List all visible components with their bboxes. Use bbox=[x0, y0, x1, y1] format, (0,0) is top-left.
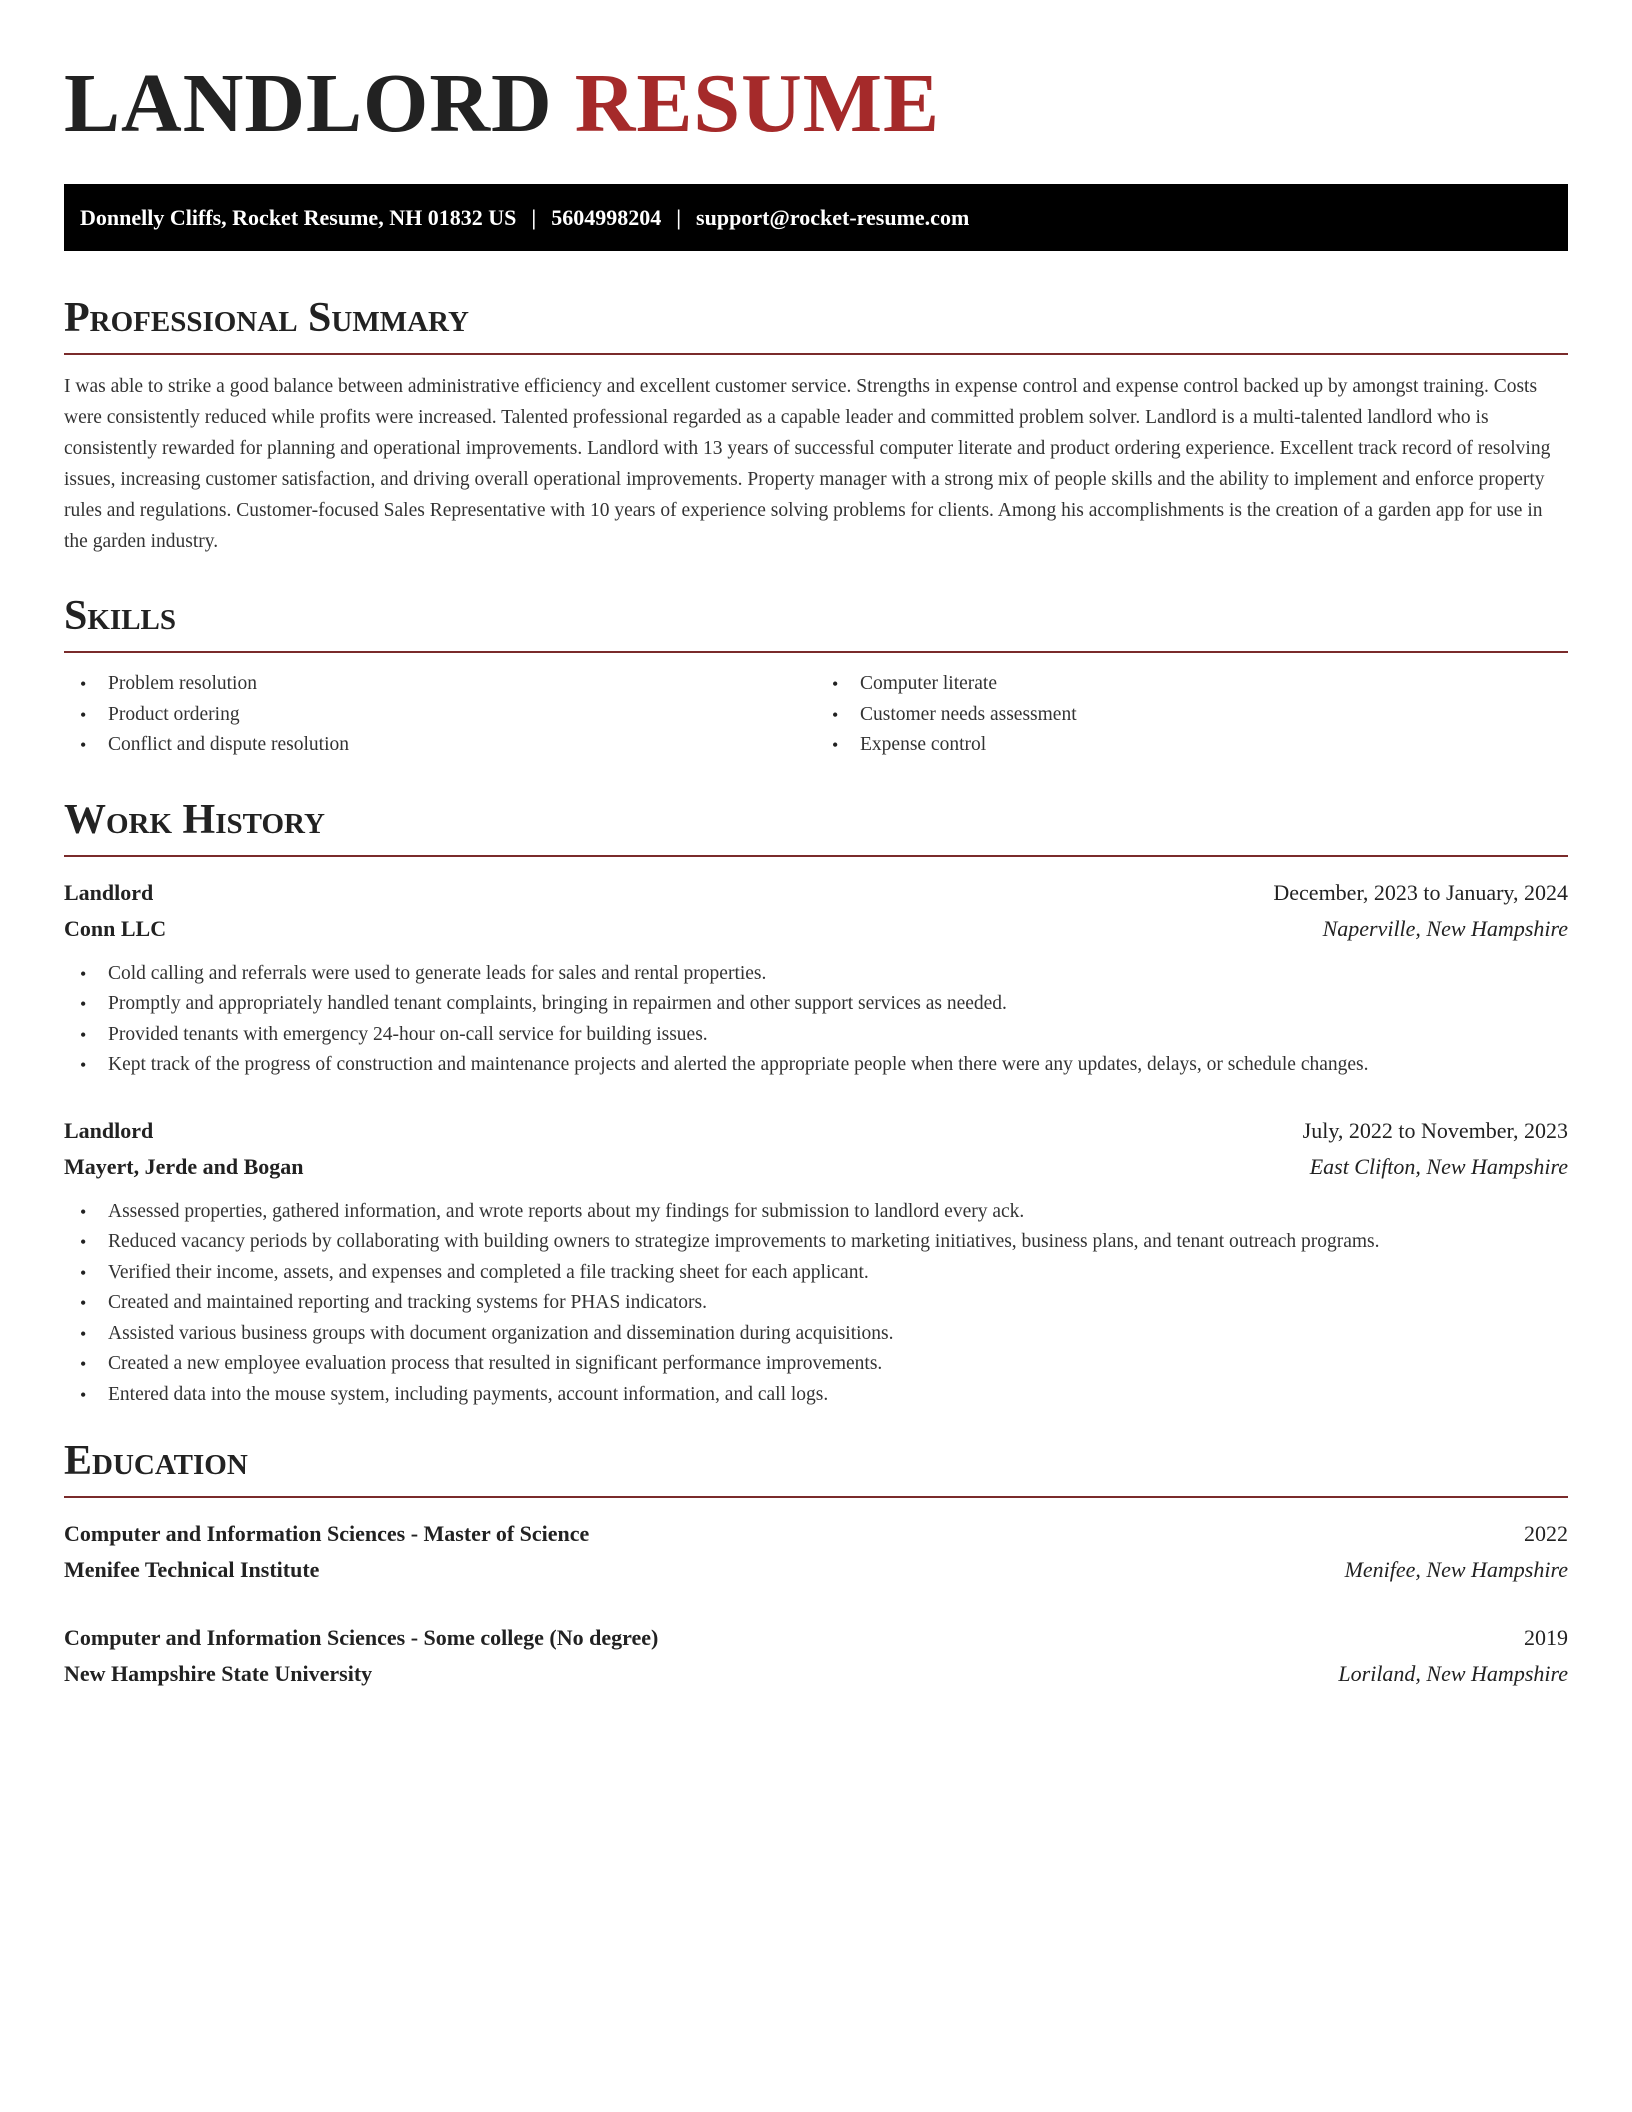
section-heading: Professional Summary bbox=[64, 297, 1568, 355]
skills-column-left bbox=[64, 669, 816, 761]
education-subheader bbox=[64, 1552, 1568, 1588]
skills-column-right bbox=[816, 669, 1568, 761]
skill-item: • Conflict and dispute resolution bbox=[108, 730, 816, 761]
education-degree: Computer and Information Sciences - Some college (No degree) bbox=[64, 1625, 659, 1650]
contact-bar bbox=[64, 184, 1568, 251]
job-entry bbox=[64, 875, 1568, 1081]
summary-section bbox=[64, 297, 1568, 557]
education-entry bbox=[64, 1620, 1568, 1692]
job-header bbox=[64, 1113, 1568, 1149]
job-location: Naperville, New Hampshire bbox=[1322, 915, 1568, 941]
education-location: Loriland, New Hampshire bbox=[1338, 1661, 1568, 1686]
section-heading: Education bbox=[64, 1440, 1568, 1498]
job-duty: • Entered data into the mouse system, including payments, account information, and call logs. bbox=[108, 1380, 1568, 1411]
job-company: Conn LLC bbox=[64, 915, 167, 941]
job-duty: • Reduced vacancy periods by collaborating with building owners to strategize improvements to marketing initiatives, business plans, and tenant outreach programs. bbox=[108, 1227, 1568, 1258]
title-main: LANDLORD bbox=[64, 57, 553, 150]
job-duty: • Promptly and appropriately handled tenant complaints, bringing in repairmen and other support services as needed. bbox=[108, 989, 1568, 1020]
job-company: Mayert, Jerde and Bogan bbox=[64, 1153, 304, 1179]
work-history-section bbox=[64, 796, 1568, 1411]
job-title: Landlord bbox=[64, 1117, 154, 1143]
skill-item: • Computer literate bbox=[860, 669, 1568, 700]
job-subheader bbox=[64, 911, 1568, 947]
title-accent: RESUME bbox=[574, 57, 941, 150]
job-title: Landlord bbox=[64, 879, 154, 905]
job-duty: • Provided tenants with emergency 24-hour on-call service for building issues. bbox=[108, 1020, 1568, 1051]
education-school: Menifee Technical Institute bbox=[64, 1557, 320, 1582]
skill-item: • Expense control bbox=[860, 730, 1568, 761]
job-duties bbox=[64, 959, 1568, 1081]
education-header bbox=[64, 1516, 1568, 1552]
job-duty: • Assisted various business groups with document organization and dissemination during acquisitions. bbox=[108, 1319, 1568, 1350]
job-header bbox=[64, 875, 1568, 911]
education-school: New Hampshire State University bbox=[64, 1661, 373, 1686]
education-subheader bbox=[64, 1656, 1568, 1692]
section-heading: Work History bbox=[64, 799, 1568, 857]
job-location: East Clifton, New Hampshire bbox=[1309, 1153, 1568, 1179]
education-section bbox=[64, 1440, 1568, 1692]
job-duty: • Created a new employee evaluation process that resulted in significant performance improvements. bbox=[108, 1349, 1568, 1380]
summary-text: I was able to strike a good balance between administrative efficiency and excellent customer service. Strengths in expense control and expense control backed up by amongst training. Costs were consistently reduced while profits were increased. Talented professional regarded as a capable leader and committed problem solver. Landlord is a multi-talented landlord who is consistently rewarded for planning and operational improvements. Landlord with 13 years of successful computer literate and product ordering experience. Excellent track record of resolving issues, increasing customer satisfaction, and driving overall operational improvements. Property manager with a strong mix of people skills and the ability to implement and enforce property rules and regulations. Customer-focused Sales Representative with 10 years of experience solving problems for clients. Among his accomplishments is the creation of a garden app for use in the garden industry. bbox=[64, 376, 1551, 552]
contact-separator: | bbox=[676, 204, 682, 230]
contact-separator: | bbox=[531, 204, 537, 230]
job-duty: • Cold calling and referrals were used to generate leads for sales and rental properties. bbox=[108, 959, 1568, 990]
education-entry bbox=[64, 1516, 1568, 1588]
education-year: 2022 bbox=[1524, 1521, 1568, 1546]
job-dates: December, 2023 to January, 2024 bbox=[1273, 879, 1568, 905]
job-duty: • Verified their income, assets, and expenses and completed a file tracking sheet for each applicant. bbox=[108, 1258, 1568, 1289]
job-duties bbox=[64, 1197, 1568, 1411]
skill-item: • Product ordering bbox=[108, 700, 816, 731]
education-degree: Computer and Information Sciences - Master of Science bbox=[64, 1521, 590, 1546]
job-duty: • Assessed properties, gathered information, and wrote reports about my findings for submission to landlord every ack. bbox=[108, 1197, 1568, 1228]
skill-item: • Problem resolution bbox=[108, 669, 816, 700]
skills-list bbox=[64, 669, 1568, 761]
job-entry bbox=[64, 1113, 1568, 1411]
resume-title bbox=[64, 56, 1568, 150]
contact-phone[interactable]: 5604998204 bbox=[551, 204, 662, 230]
contact-address: Donnelly Cliffs, Rocket Resume, NH 01832 US bbox=[80, 204, 517, 230]
education-location: Menifee, New Hampshire bbox=[1344, 1557, 1568, 1582]
contact-email[interactable]: support@rocket-resume.com bbox=[696, 204, 970, 230]
education-year: 2019 bbox=[1524, 1625, 1568, 1650]
education-header bbox=[64, 1620, 1568, 1656]
job-subheader bbox=[64, 1149, 1568, 1185]
skill-item: • Customer needs assessment bbox=[860, 700, 1568, 731]
job-duty: • Kept track of the progress of construction and maintenance projects and alerted the appropriate people when there were any updates, delays, or schedule changes. bbox=[108, 1050, 1568, 1081]
skills-section bbox=[64, 595, 1568, 761]
section-heading: Skills bbox=[64, 595, 1568, 653]
job-dates: July, 2022 to November, 2023 bbox=[1302, 1117, 1568, 1143]
job-duty: • Created and maintained reporting and tracking systems for PHAS indicators. bbox=[108, 1288, 1568, 1319]
